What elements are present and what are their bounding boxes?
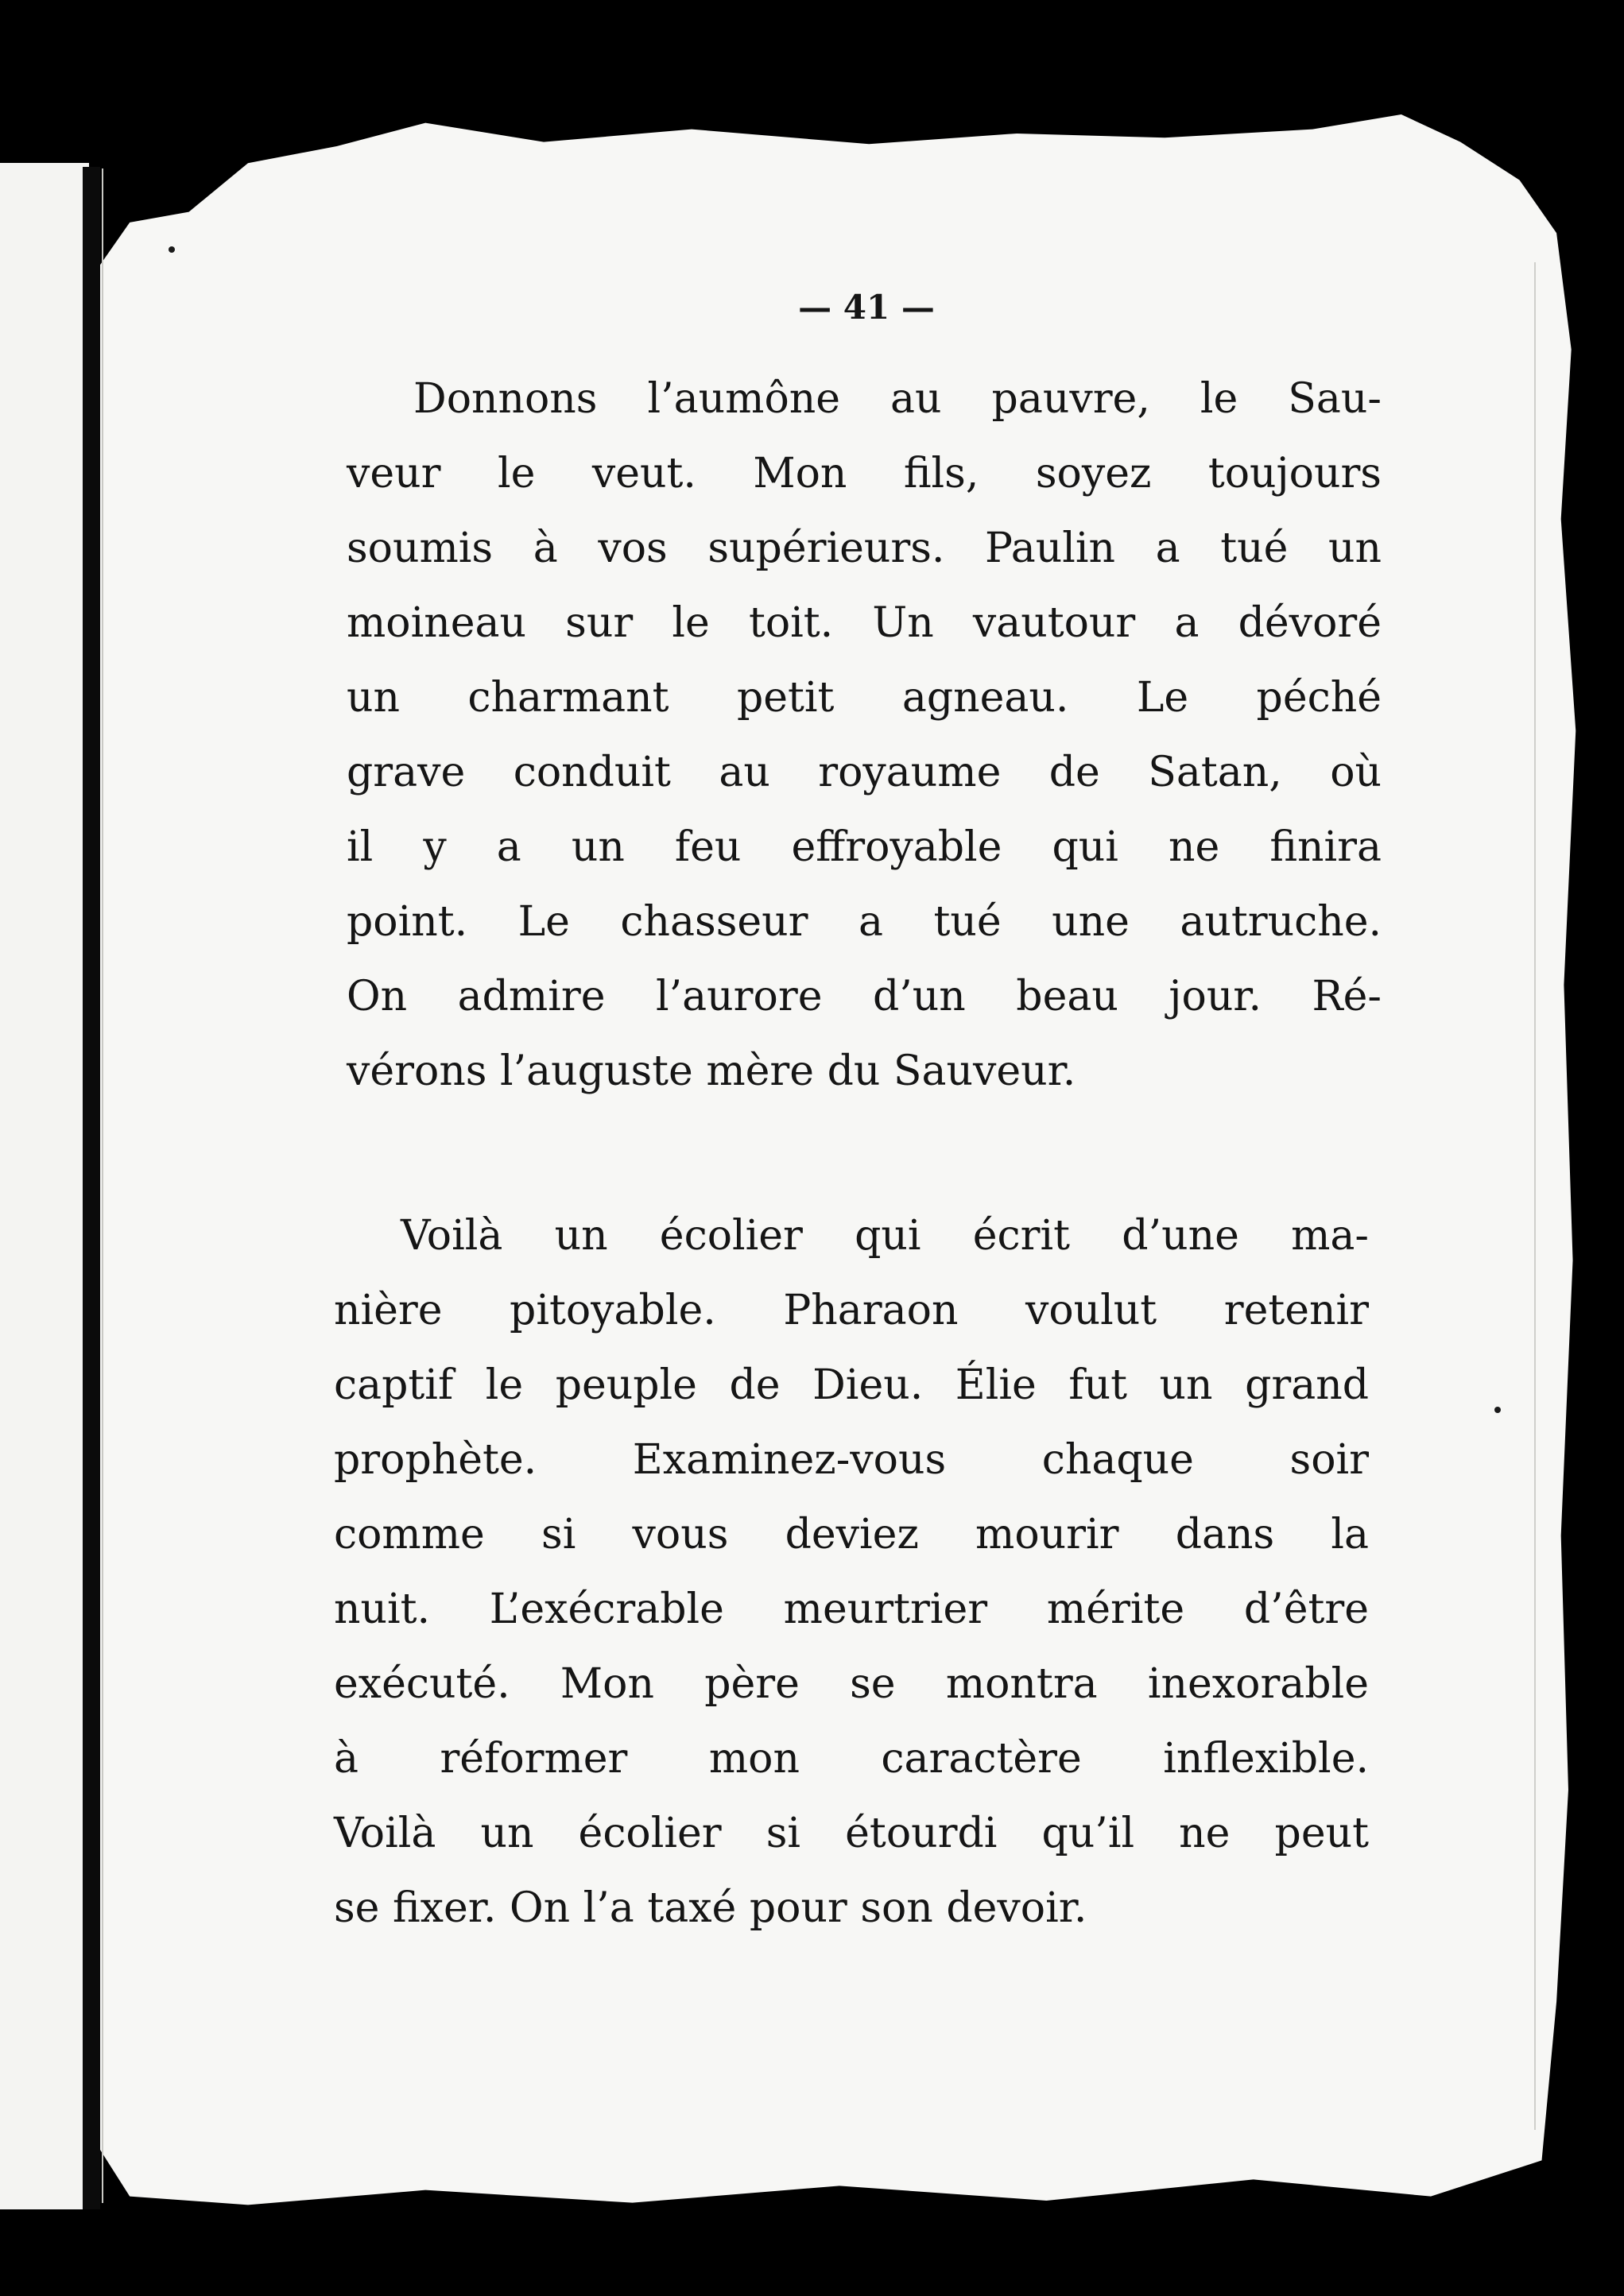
text-line: il y a un feu effroyable qui ne finira xyxy=(347,823,1382,871)
text-line: se fixer. On l’a taxé pour son devoir. xyxy=(334,1884,1087,1932)
text-line: captif le peuple de Dieu. Élie fut un grand xyxy=(334,1361,1369,1409)
page-fold-line xyxy=(102,168,103,2203)
text-line: exécuté. Mon père se montra inexorable xyxy=(334,1660,1369,1708)
paragraph-1 xyxy=(347,362,1382,1109)
facing-page-edge xyxy=(0,163,89,2209)
text-line: un charmant petit agneau. Le péché xyxy=(347,674,1382,722)
text-line: Voilà un écolier si étourdi qu’il ne peut xyxy=(334,1810,1369,1857)
text-line: point. Le chasseur a tué une autruche. xyxy=(347,898,1382,946)
text-line: grave conduit au royaume de Satan, où xyxy=(347,749,1382,796)
paragraph-2 xyxy=(334,1198,1369,1946)
text-line: vérons l’auguste mère du Sauveur. xyxy=(347,1047,1076,1095)
text-line: prophète. Examinez-vous chaque soir xyxy=(334,1436,1369,1484)
text-line: veur le veut. Mon fils, soyez toujours xyxy=(347,450,1382,498)
ink-speck xyxy=(1494,1407,1501,1413)
text-line: Voilà un écolier qui écrit d’une ma- xyxy=(401,1212,1369,1260)
text-line: Donnons l’aumône au pauvre, le Sau- xyxy=(413,375,1382,423)
ink-speck xyxy=(169,246,175,253)
text-line: nuit. L’exécrable meurtrier mérite d’être xyxy=(334,1586,1369,1633)
book-gutter xyxy=(83,167,100,2209)
page-edge-line xyxy=(1534,262,1536,2130)
text-line: soumis à vos supérieurs. Paulin a tué un xyxy=(347,525,1382,572)
text-line: à réformer mon caractère inflexible. xyxy=(334,1735,1369,1783)
page-number: — 41 — xyxy=(798,288,935,327)
text-line: On admire l’aurore d’un beau jour. Ré- xyxy=(347,973,1382,1020)
text-line: moineau sur le toit. Un vautour a dévoré xyxy=(347,599,1382,647)
text-line: nière pitoyable. Pharaon voulut retenir xyxy=(334,1287,1369,1334)
text-line: comme si vous deviez mourir dans la xyxy=(334,1511,1369,1558)
